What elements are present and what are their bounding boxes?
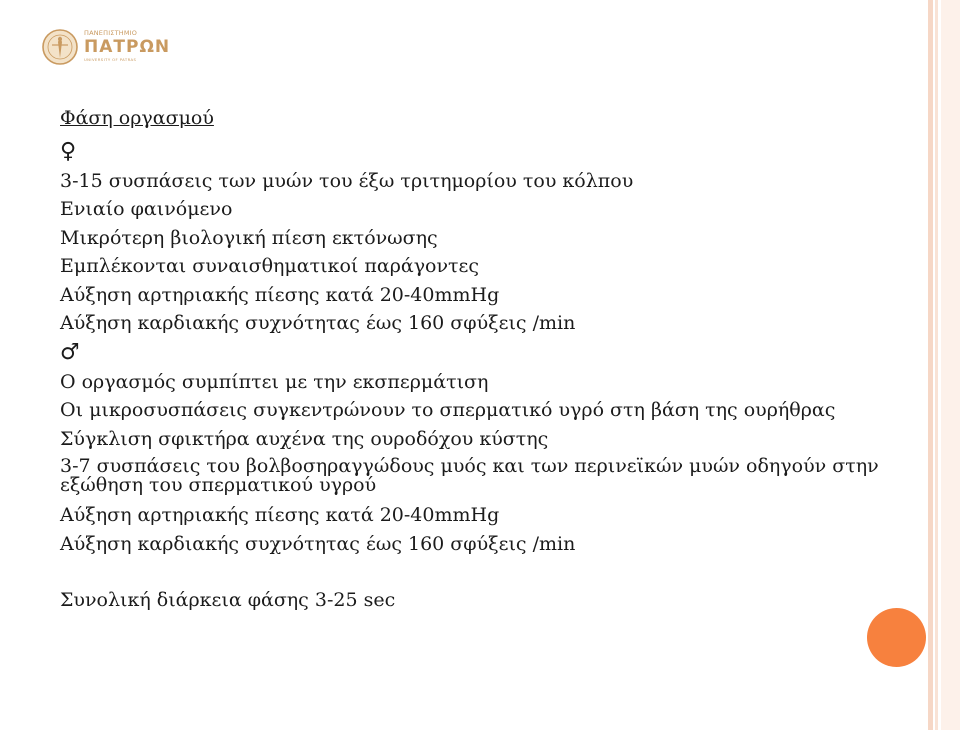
female-line: Ενιαίο φαινόμενο bbox=[60, 198, 233, 220]
spacer bbox=[60, 558, 880, 586]
slide-body bbox=[60, 104, 880, 615]
university-name bbox=[84, 30, 170, 61]
logo-line-3: UNIVERSITY OF PATRAS bbox=[84, 56, 137, 62]
slide-edge-stripe-inner bbox=[935, 0, 938, 730]
female-line: Εμπλέκονται συναισθηματικοί παράγοντες bbox=[60, 255, 480, 277]
slide-heading: Φάση οργασμού bbox=[60, 107, 214, 129]
logo-line-2: ΠΑΤΡΩΝ bbox=[84, 36, 171, 57]
logo-line-1: ΠΑΝΕΠΙΣΤΗΜΙΟ bbox=[84, 29, 138, 37]
male-line: Αύξηση καρδιακής συχνότητας έως 160 σφύξεις /min bbox=[60, 532, 576, 555]
male-line: Σύγκλιση σφικτήρα αυχένα της ουροδόχου κύστης bbox=[60, 427, 549, 450]
female-line: Αύξηση καρδιακής συχνότητας έως 160 σφύξεις /min bbox=[60, 312, 576, 334]
male-line: Οι μικροσυσπάσεις συγκεντρώνουν το σπερματικό υγρό στη βάση της ουρήθρας bbox=[60, 399, 836, 421]
male-symbol-icon: ♂ bbox=[60, 339, 80, 365]
orange-circle-decoration bbox=[867, 608, 926, 667]
male-line: 3-7 συσπάσεις του βολβοσηραγγώδους μυός και των περινεϊκών μυών οδηγούν στην εξώθηση του σπερματικού υγρού bbox=[60, 455, 879, 496]
male-line: Αύξηση αρτηριακής πίεσης κατά 20-40mmHg bbox=[60, 504, 500, 526]
university-logo bbox=[40, 28, 171, 66]
male-line: Ο οργασμός συμπίπτει με την εκσπερμάτιση bbox=[60, 370, 489, 393]
slide-edge-stripe bbox=[928, 0, 933, 730]
female-line: Μικρότερη βιολογική πίεση εκτόνωσης bbox=[60, 226, 438, 249]
female-line: 3-15 συσπάσεις των μυών του έξω τριτημορίου του κόλπου bbox=[60, 169, 634, 192]
phase-duration-summary: Συνολική διάρκεια φάσης 3-25 sec bbox=[60, 589, 396, 611]
female-line: Αύξηση αρτηριακής πίεσης κατά 20-40mmHg bbox=[60, 283, 500, 306]
female-symbol-icon: ♀ bbox=[60, 138, 77, 164]
slide-edge-band bbox=[941, 0, 960, 730]
university-seal-icon bbox=[40, 28, 80, 66]
